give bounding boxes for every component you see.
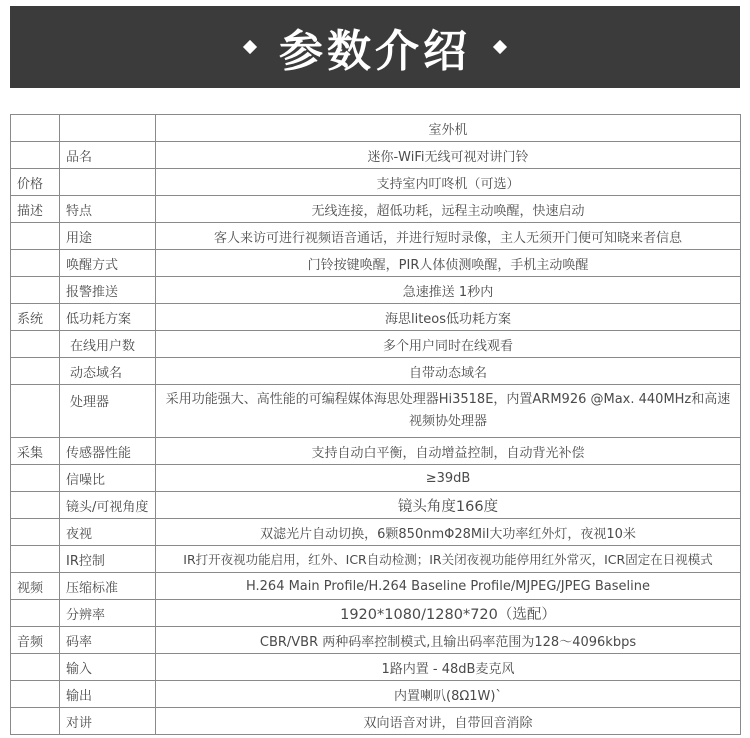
value-cell: 无线连接，超低功耗，远程主动唤醒，快速启动 — [156, 196, 741, 223]
group-cell — [11, 681, 60, 708]
table-row — [11, 681, 741, 708]
label-cell: 低功耗方案 — [60, 304, 156, 331]
table-row — [11, 304, 741, 331]
label-cell: 码率 — [60, 627, 156, 654]
label-cell: 对讲 — [60, 708, 156, 735]
group-cell: 视频 — [11, 573, 60, 600]
label-cell: IR控制 — [60, 546, 156, 573]
group-cell — [11, 277, 60, 304]
label-cell: 品名 — [60, 142, 156, 169]
label-cell: 输入 — [60, 654, 156, 681]
table-row — [11, 708, 741, 735]
group-cell — [11, 600, 60, 627]
label-cell: 传感器性能 — [60, 438, 156, 465]
label-cell: 信噪比 — [60, 465, 156, 492]
label-cell: 压缩标准 — [60, 573, 156, 600]
group-cell — [11, 142, 60, 169]
group-cell: 音频 — [11, 627, 60, 654]
value-cell: 支持自动白平衡，自动增益控制，自动背光补偿 — [156, 438, 741, 465]
value-cell: 双滤光片自动切换，6颗850nmΦ28Mil大功率红外灯，夜视10米 — [156, 519, 741, 546]
label-cell: 特点 — [60, 196, 156, 223]
label-cell: 处理器 — [60, 385, 156, 438]
table-row — [11, 196, 741, 223]
label-cell: 夜视 — [60, 519, 156, 546]
value-cell: 1路内置 - 48dB麦克风 — [156, 654, 741, 681]
label-cell: 分辨率 — [60, 600, 156, 627]
value-cell: 急速推送 1秒内 — [156, 277, 741, 304]
group-cell — [11, 492, 60, 519]
value-cell: 迷你-WiFi无线可视对讲门铃 — [156, 142, 741, 169]
label-cell: 在线用户数 — [60, 331, 156, 358]
table-row — [11, 627, 741, 654]
value-cell: 客人来访可进行视频语音通话，并进行短时录像，主人无须开门便可知晓来者信息 — [156, 223, 741, 250]
page-title: 参数介绍 — [279, 26, 471, 77]
value-cell: 双向语音对讲，自带回音消除 — [156, 708, 741, 735]
value-cell: 1920*1080/1280*720（选配） — [156, 600, 741, 627]
table-row — [11, 250, 741, 277]
table-row — [11, 331, 741, 358]
label-cell: 唤醒方式 — [60, 250, 156, 277]
value-cell: ≥39dB — [156, 465, 741, 492]
group-cell: 系统 — [11, 304, 60, 331]
label-cell: 动态域名 — [60, 358, 156, 385]
label-cell: 输出 — [60, 681, 156, 708]
group-cell — [11, 519, 60, 546]
diamond-right-icon — [493, 40, 507, 54]
group-cell — [11, 654, 60, 681]
table-row — [11, 223, 741, 250]
table-row — [11, 115, 741, 142]
table-row — [11, 654, 741, 681]
value-cell: 支持室内叮咚机（可选） — [156, 169, 741, 196]
group-cell: 价格 — [11, 169, 60, 196]
value-cell: 内置喇叭(8Ω1W)` — [156, 681, 741, 708]
group-cell — [11, 358, 60, 385]
table-row — [11, 142, 741, 169]
group-cell: 描述 — [11, 196, 60, 223]
group-cell — [11, 385, 60, 438]
title-banner — [10, 6, 740, 88]
value-cell: IR打开夜视功能启用，红外、ICR自动检测；IR关闭夜视功能停用红外常灭，ICR固定在日视模式 — [156, 546, 741, 573]
table-row — [11, 465, 741, 492]
value-cell: CBR/VBR 两种码率控制模式,且输出码率范围为128～4096kbps — [156, 627, 741, 654]
group-cell — [11, 708, 60, 735]
group-cell — [11, 223, 60, 250]
table-row — [11, 358, 741, 385]
group-cell — [11, 250, 60, 277]
table-row — [11, 573, 741, 600]
label-cell — [60, 115, 156, 142]
table-row — [11, 546, 741, 573]
value-cell: 海思liteos低功耗方案 — [156, 304, 741, 331]
label-cell: 报警推送 — [60, 277, 156, 304]
value-cell: 采用功能强大、高性能的可编程媒体海思处理器Hi3518E，内置ARM926 @Max. 440MHz和高速视频协处理器 — [156, 385, 741, 438]
value-cell: 室外机 — [156, 115, 741, 142]
value-cell: 自带动态域名 — [156, 358, 741, 385]
diamond-left-icon — [243, 40, 257, 54]
label-cell — [60, 169, 156, 196]
group-cell — [11, 546, 60, 573]
group-cell — [11, 465, 60, 492]
spec-table — [10, 114, 741, 735]
table-row — [11, 169, 741, 196]
group-cell: 采集 — [11, 438, 60, 465]
value-cell: 多个用户同时在线观看 — [156, 331, 741, 358]
table-row — [11, 438, 741, 465]
table-row — [11, 600, 741, 627]
value-cell: H.264 Main Profile/H.264 Baseline Profile/MJPEG/JPEG Baseline — [156, 573, 741, 600]
table-row — [11, 277, 741, 304]
table-row — [11, 519, 741, 546]
group-cell — [11, 115, 60, 142]
table-row — [11, 492, 741, 519]
table-row — [11, 385, 741, 438]
value-cell: 镜头角度166度 — [156, 492, 741, 519]
value-cell: 门铃按键唤醒，PIR人体侦测唤醒，手机主动唤醒 — [156, 250, 741, 277]
label-cell: 用途 — [60, 223, 156, 250]
label-cell: 镜头/可视角度 — [60, 492, 156, 519]
group-cell — [11, 331, 60, 358]
